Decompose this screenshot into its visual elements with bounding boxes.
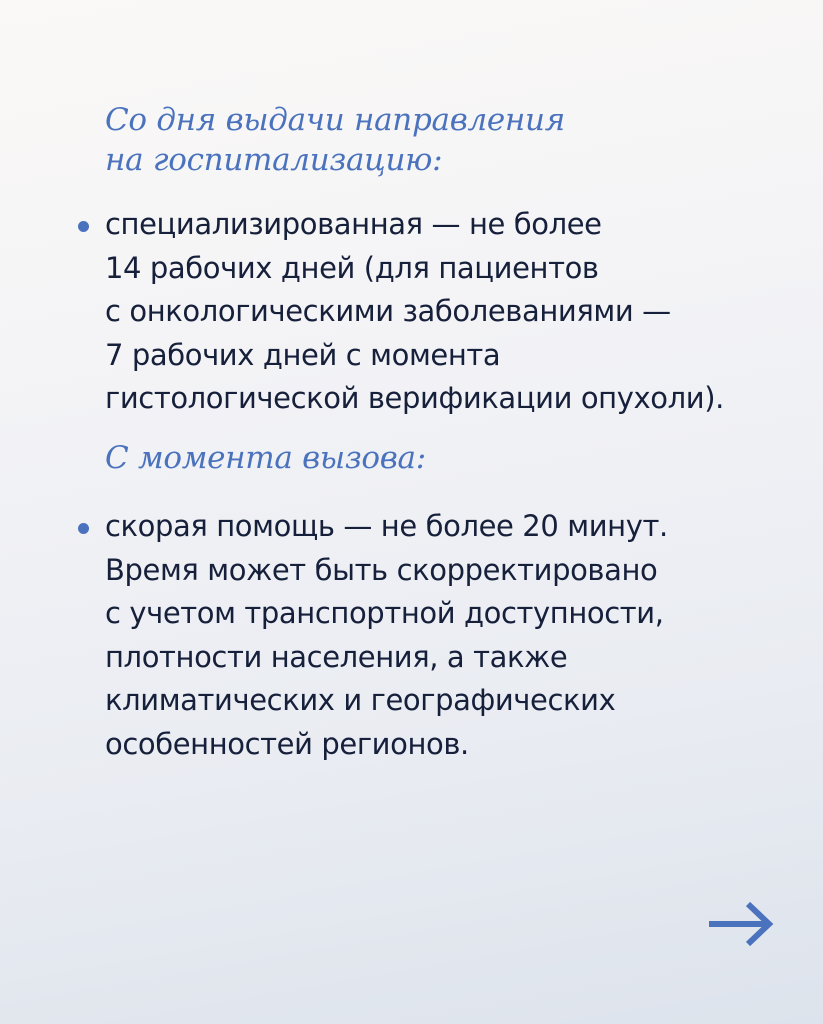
bullet-text-line: с учетом транспортной доступности,	[105, 596, 664, 630]
bullet-text-line: климатических и географических	[105, 683, 616, 717]
bullet-text-line: скорая помощь — не более 20 минут.	[105, 509, 668, 543]
bullet-text	[105, 505, 668, 766]
heading-line: Со дня выдачи направления	[105, 102, 565, 138]
section-1-heading	[105, 100, 565, 180]
next-slide-button[interactable]	[704, 898, 776, 950]
bullet-text-line: плотности населения, а также	[105, 639, 568, 674]
bullet-text	[105, 203, 724, 421]
bullet-text-line: гистологической верификации опухоли).	[105, 381, 724, 415]
bullet-text-line: особенностей регионов.	[105, 726, 469, 761]
arrow-right-icon	[704, 898, 776, 950]
bullet-text-line: специализированная — не более	[105, 207, 602, 241]
bullet-dot-icon	[78, 523, 89, 534]
bullet-text-line: 14 рабочих дней (для пациентов	[105, 250, 599, 285]
bullet-text-line: 7 рабочих дней с момента	[105, 337, 501, 372]
section-2-heading	[105, 438, 426, 478]
heading-line: на госпитализацию:	[105, 142, 443, 178]
heading-line: С момента вызова:	[105, 440, 426, 476]
bullet-text-line: Время может быть скорректировано	[105, 552, 658, 587]
bullet-text-line: с онкологическими заболеваниями —	[105, 294, 671, 328]
bullet-dot-icon	[78, 221, 89, 232]
